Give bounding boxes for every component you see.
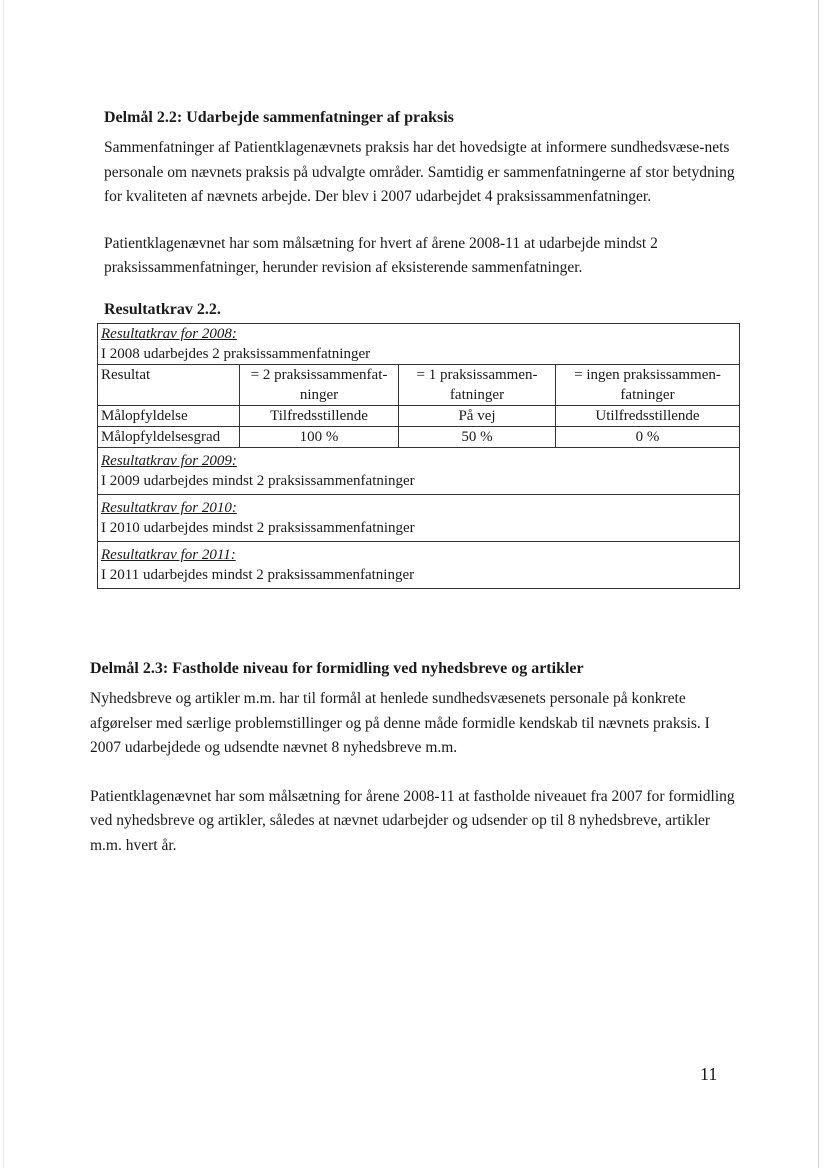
table-row-malopfyldelse [98,406,740,427]
resultatkrav-2011-title: Resultatkrav for 2011: [101,547,236,563]
section-2-2-paragraph-1: Sammenfatninger af Patientklagenævnets praksis har det hovedsigte at informere sundhedsvæse-nets personale om nævnets praksis på udvalgte områder. Samtidig er sammenfatningerne af stor betydning for kvaliteten af nævnets arbejde. Der blev i 2007 udarbejdet 4 praksissammenfatninger. [104,139,735,205]
cell-resultat-c1: = 2 praksissammenfat-ninger [240,365,399,406]
resultatkrav-2009-title: Resultatkrav for 2009: [101,453,237,469]
section-2-3-paragraph-1: Nyhedsbreve og artikler m.m. har til formål at henlede sundhedsvæsenets personale på konkrete afgørelser med særlige problemstillinger og på denne måde formidle kendskab til nævnets praksis. I 2007 udarbejdede og udsendte nævnet 8 nyhedsbreve m.m. [90,690,710,756]
cell-2009 [98,448,740,495]
section-2-3-heading: Delmål 2.3: Fastholde niveau for formidling ved nyhedsbreve og artikler [90,660,584,677]
table-row-2009 [98,448,740,495]
cell-2011 [98,542,740,589]
cell-malopfyldelsesgrad-label: Målopfyldelsesgrad [98,427,240,448]
cell-malopfyldelse-c3: Utilfredsstillende [556,406,740,427]
table-row-2008 [98,324,740,365]
table-row-malopfyldelsesgrad [98,427,740,448]
cell-malopfyldelsesgrad-c2: 50 % [399,427,556,448]
resultatkrav-section [101,299,744,589]
resultatkrav-2010-text: I 2010 udarbejdes mindst 2 praksissammenfatninger [101,520,415,536]
cell-malopfyldelsesgrad-c1: 100 % [240,427,399,448]
resultatkrav-2009-text: I 2009 udarbejdes mindst 2 praksissammenfatninger [101,473,415,489]
cell-malopfyldelsesgrad-c3: 0 % [556,427,740,448]
cell-2010 [98,495,740,542]
resultatkrav-heading: Resultatkrav 2.2. [104,301,221,318]
section-2-2 [104,107,744,281]
cell-resultat-c3: = ingen praksissammen-fatninger [556,365,740,406]
cell-malopfyldelse-c2: På vej [399,406,556,427]
cell-malopfyldelse-c1: Tilfredsstillende [240,406,399,427]
section-2-2-heading: Delmål 2.2: Udarbejde sammenfatninger af praksis [104,109,454,126]
cell-resultat-c2: = 1 praksissammen-fatninger [399,365,556,406]
table-row-2011 [98,542,740,589]
page-edge-right [818,0,819,1168]
table-row-resultat [98,365,740,406]
cell-2008 [98,324,740,365]
resultatkrav-2008-text: I 2008 udarbejdes 2 praksissammenfatninger [101,346,371,362]
resultatkrav-2011-text: I 2011 udarbejdes mindst 2 praksissammenfatninger [101,567,415,583]
page-number: 11 [700,1064,718,1084]
section-2-3-paragraph-2: Patientklagenævnet har som målsætning for årene 2008-11 at fastholde niveauet fra 2007 for formidling ved nyhedsbreve og artikler, således at nævnet udarbejder og udsender op til 8 nyhedsbreve, artikler m.m. hvert år. [90,787,735,854]
resultatkrav-2010-title: Resultatkrav for 2010: [101,500,237,516]
cell-malopfyldelse-label: Målopfyldelse [98,406,240,427]
section-2-2-paragraph-2: Patientklagenævnet har som målsætning for hvert af årene 2008-11 at udarbejde mindst 2 praksissammenfatninger, herunder revision af eksisterende sammenfatninger. [104,234,658,276]
page-edge-left [3,0,4,1168]
resultatkrav-2008-title: Resultatkrav for 2008: [101,326,237,342]
table-row-2010 [98,495,740,542]
resultatkrav-table [97,323,740,589]
section-2-3 [90,658,740,858]
cell-resultat-label: Resultat [98,365,240,406]
